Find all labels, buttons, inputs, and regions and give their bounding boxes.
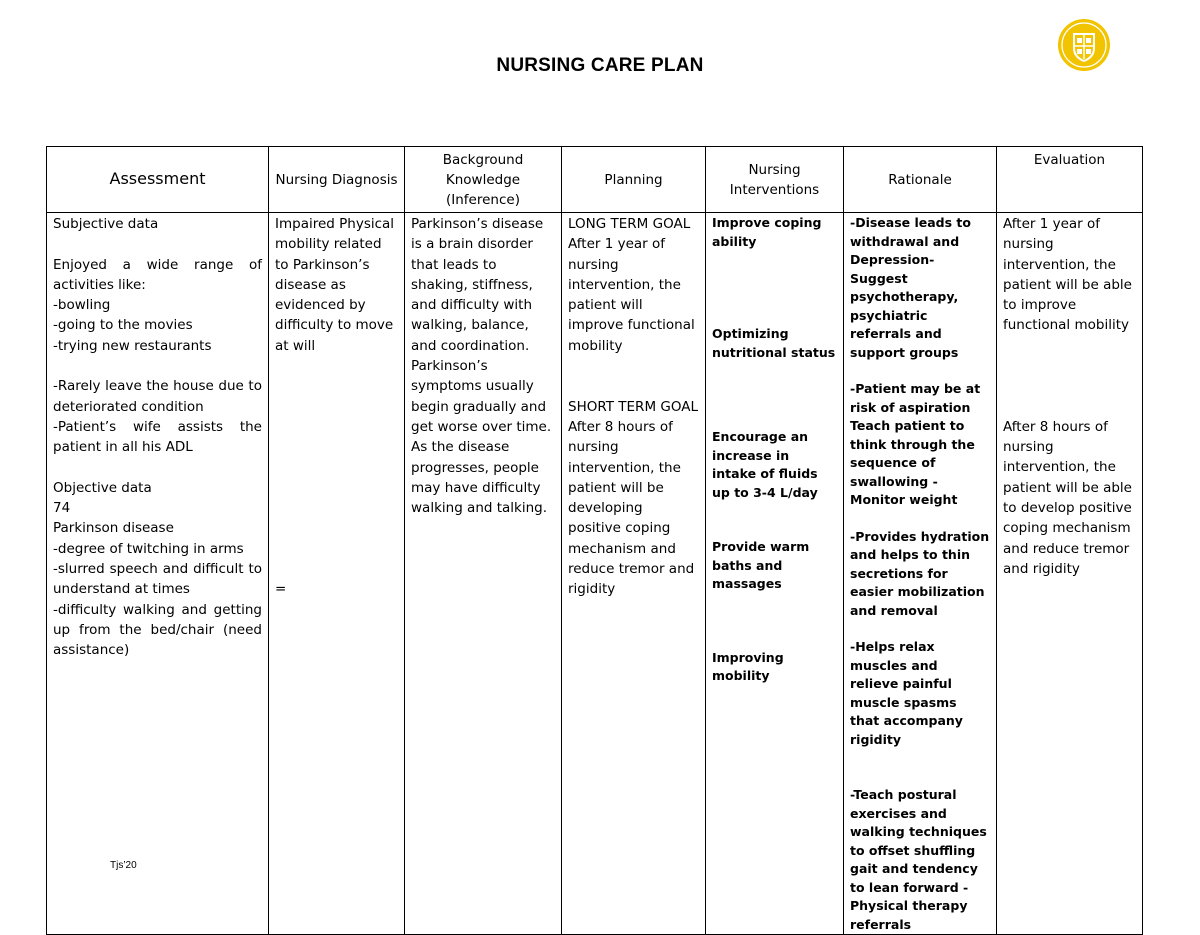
speech-text: -slurred speech and difficult to understand at times [53,561,262,598]
rationale-cell [844,213,997,935]
header-assessment: Assessment [47,147,269,213]
rarely-text: -Rarely leave the house due to deteriorated condition [53,378,262,415]
background-cell [405,213,562,935]
enjoyed-text: Enjoyed a wide range of activities like: [53,256,262,293]
wife-text: -Patient’s wife assists the patient in all his ADL [53,418,262,456]
intervention-item: Improving mobility [712,649,784,683]
footer-note: Tjs’20 [110,860,137,871]
intervention-item: Provide warm baths and massages [712,539,810,591]
header-row [47,147,1143,213]
rationale-item: -Disease leads to withdrawal and Depression-Suggest psychotherapy, psychiatric referrals and support groups [850,215,971,360]
rationale-item: -Provides hydration and helps to thin secretions for easier mobilization and removal [850,528,990,618]
long-term-heading: LONG TERM GOAL [568,216,691,232]
intervention-item: Optimizing nutritional status [712,326,836,360]
planning-cell [562,213,706,935]
content-row [47,213,1143,935]
long-term-text: After 1 year of nursing intervention, the patient will improve functional mobility [568,236,695,354]
header-background: Background Knowledge (Inference) [405,147,562,213]
rationale-item: -Helps relax muscles and relieve painful muscle spasms that accompany rigidity [850,639,963,747]
age-text: 74 [53,500,71,517]
school-seal-logo [1057,18,1111,72]
diagnosis-mark: = [275,581,287,598]
objective-heading: Objective data [53,479,152,496]
intervention-item: Improve coping ability [712,215,822,249]
care-plan-table [46,146,1143,935]
walking-text: -difficulty walking and getting up from the bed/chair (need assistance) [53,601,262,659]
rationale-item: -Teach postural exercises and walking techniques to offset shuffling gait and tendency to lean forward -Physical therapy referrals [850,787,987,932]
evaluation-cell [997,213,1143,935]
short-term-text: After 8 hours of nursing intervention, the patient will be developing positive coping mechanism and reduce tremor and rigidity [568,418,695,598]
evaluation-short: After 8 hours of nursing intervention, the patient will be able to develop positive coping mechanism and reduce tremor and rigidity [1003,418,1132,577]
intervention-item: Encourage an increase in intake of fluids up to 3-4 L/day [712,429,818,500]
activity-item: -trying new restaurants [53,337,212,354]
diagnosis-text: Impaired Physical mobility related to Parkinson’s disease as evidenced by difficulty to move at will [275,216,395,354]
header-diagnosis: Nursing Diagnosis [269,147,405,213]
activity-item: -bowling [53,297,111,314]
subjective-heading: Subjective data [53,216,159,232]
interventions-cell [706,213,844,935]
evaluation-long: After 1 year of nursing intervention, the patient will be able to improve functional mobility [1003,216,1132,334]
background-text: Parkinson’s disease is a brain disorder that leads to shaking, stiffness, and difficulty with walking, balance, and coordination. Parkinson’s symptoms usually begin gradually and get worse over time. As the disease progresses, people may have difficulty walking and talking. [411,216,552,517]
header-interventions: Nursing Interventions [706,147,844,213]
activity-item: -going to the movies [53,317,193,334]
short-term-heading: SHORT TERM GOAL [568,398,698,415]
twitching-text: -degree of twitching in arms [53,540,244,557]
disease-text: Parkinson disease [53,520,174,537]
header-evaluation: Evaluation [997,147,1143,213]
diagnosis-cell [269,213,405,935]
header-planning: Planning [562,147,706,213]
header-rationale: Rationale [844,147,997,213]
assessment-cell [47,213,269,935]
rationale-item: -Patient may be at risk of aspiration Teach patient to think through the sequence of swallowing -Monitor weight [850,381,981,507]
page-title: NURSING CARE PLAN [496,55,704,76]
